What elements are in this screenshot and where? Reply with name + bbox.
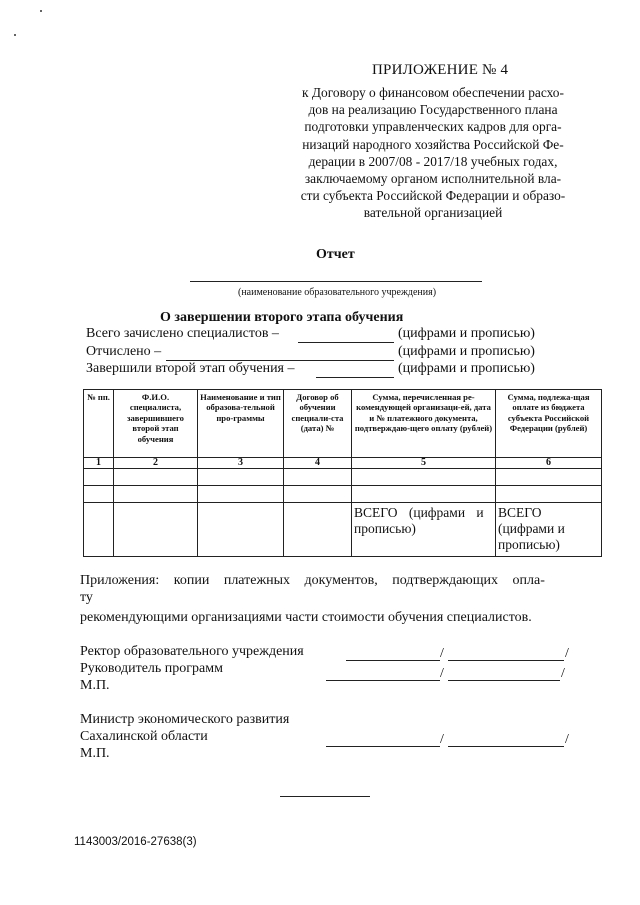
table-number-row (84, 457, 602, 468)
rector-label: Ректор образовательного учреждения (80, 644, 304, 659)
table-cell (114, 469, 198, 486)
scan-speck (14, 34, 16, 36)
header-col-contract: Договор об обучении специали-ста (дата) № (284, 390, 352, 458)
signature-slash: / (440, 666, 444, 681)
stat-enrolled-fill-line (298, 342, 394, 343)
attachments-note (80, 572, 580, 626)
minister-label-line1: Министр экономического развития (80, 712, 290, 727)
attachments-line: Приложения: копии платежных документов, подтверждающих опла- (80, 573, 545, 588)
signature-line (448, 660, 564, 661)
stat-completed-label: Завершили второй этап обучения – (86, 361, 295, 376)
signature-slash: / (565, 646, 569, 661)
signature-slash: / (440, 732, 444, 747)
column-number: 5 (352, 457, 496, 468)
stat-expelled-note: (цифрами и прописью) (398, 344, 535, 359)
column-number: 3 (198, 457, 284, 468)
table-cell (84, 469, 114, 486)
header-col-name: Ф.И.О. специалиста, завершившего второй этап обучения (114, 390, 198, 458)
stat-completed-note: (цифрами и прописью) (398, 361, 535, 376)
header-col-budget-sum: Сумма, подлежа-щая оплате из бюджета субъекта Российской Федерации (рублей) (496, 390, 602, 458)
signature-line (326, 746, 440, 747)
document-end-line (280, 796, 370, 797)
attachments-line: ту (80, 590, 93, 605)
stat-enrolled-label: Всего зачислено специалистов – (86, 326, 279, 341)
signature-slash: / (440, 646, 444, 661)
preamble-line: сти субъекта Российской Федерации и образо- (300, 188, 566, 204)
signature-line (448, 746, 564, 747)
column-number: 2 (114, 457, 198, 468)
appendix-preamble (283, 84, 583, 222)
header-col-program: Наименование и тип образова-тельной про-граммы (198, 390, 284, 458)
table-cell (284, 486, 352, 503)
column-number: 6 (496, 457, 602, 468)
table-cell (198, 469, 284, 486)
column-number: 4 (284, 457, 352, 468)
table-row (84, 469, 602, 486)
report-title: Отчет (316, 247, 355, 262)
org-name-fill-line (190, 281, 482, 282)
signature-slash: / (565, 732, 569, 747)
total-paid-cell: ВСЕГО (цифрами и прописью) (352, 502, 496, 556)
org-name-caption: (наименование образовательного учреждения) (238, 287, 437, 298)
minister-label-line2: Сахалинской области (80, 729, 208, 744)
table-row (84, 486, 602, 503)
stat-enrolled-note: (цифрами и прописью) (398, 326, 535, 341)
preamble-line: дов на реализацию Государственного плана (308, 102, 558, 118)
stamp-label: М.П. (80, 678, 110, 693)
specialists-table (83, 389, 602, 557)
scan-speck (40, 10, 42, 12)
preamble-line: заключаемому органом исполнительной вла- (304, 171, 562, 187)
header-col-paid-sum: Сумма, перечисленная ре-комендующей организаци-ей, дата и № платежного документа, подтверждаю-щего оплату (рублей) (352, 390, 496, 458)
stamp-label: М.П. (80, 746, 110, 761)
table-total-row (84, 502, 602, 556)
appendix-title: ПРИЛОЖЕНИЕ № 4 (372, 62, 509, 78)
total-budget-cell: ВСЕГО (цифрами и прописью) (496, 502, 602, 556)
table-cell (84, 486, 114, 503)
table-cell (352, 486, 496, 503)
preamble-line: дерации в 2007/08 - 2017/18 учебных годах, (308, 153, 558, 169)
preamble-line: к Договору о финансовом обеспечении расхо- (302, 85, 564, 100)
table-cell (352, 469, 496, 486)
table-cell (284, 469, 352, 486)
preamble-line: подготовки управленческих кадров для орга- (304, 119, 562, 135)
table-cell (84, 502, 114, 556)
stat-expelled-label: Отчислено – (86, 344, 162, 359)
signature-slash: / (561, 666, 565, 681)
preamble-line: вательной организацией (363, 205, 503, 221)
stat-completed-fill-line (316, 377, 394, 378)
header-col-number: № пп. (84, 390, 114, 458)
signature-line (326, 680, 440, 681)
table-cell (198, 502, 284, 556)
signature-line (346, 660, 440, 661)
preamble-line: низаций народного хозяйства Российской Фе- (302, 136, 564, 152)
program-head-label: Руководитель программ (80, 661, 223, 676)
table-cell (496, 486, 602, 503)
signature-line (448, 680, 560, 681)
table-cell (114, 486, 198, 503)
table-cell (496, 469, 602, 486)
column-number: 1 (84, 457, 114, 468)
table-cell (198, 486, 284, 503)
table-cell (114, 502, 198, 556)
section-title: О завершении второго этапа обучения (160, 310, 404, 325)
table-cell (284, 502, 352, 556)
attachments-line: рекомендующими организациями части стоимости обучения специалистов. (80, 610, 532, 625)
document-code: 1143003/2016-27638(3) (74, 836, 197, 848)
